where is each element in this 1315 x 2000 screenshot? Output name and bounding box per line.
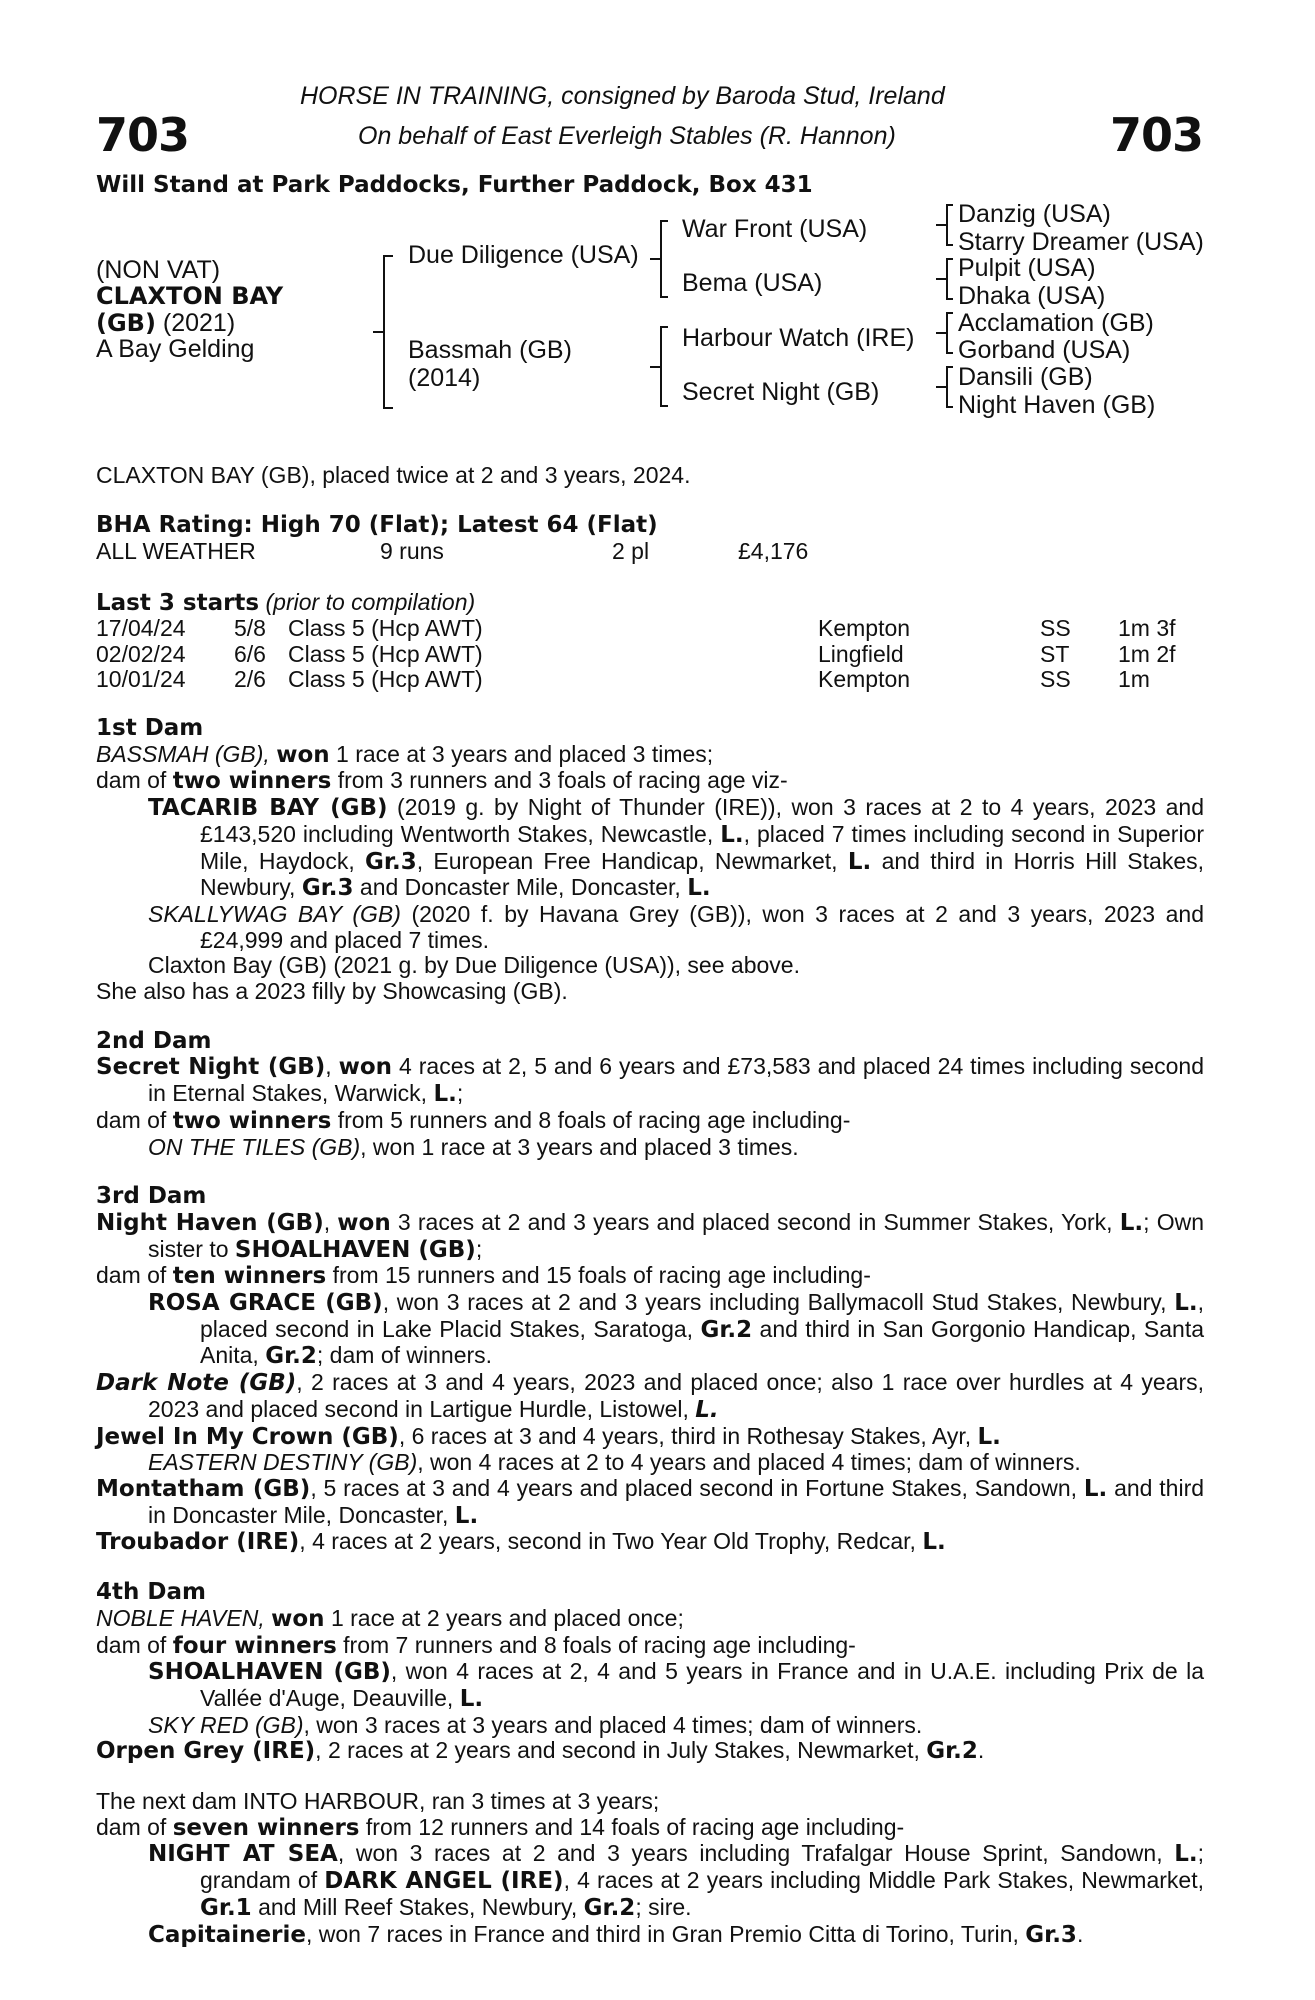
start-course: Kempton	[818, 666, 911, 693]
dam2-heading: 2nd Dam	[96, 1027, 212, 1054]
start-course: Lingfield	[818, 640, 904, 667]
next-dam-entry-capitainerie: Capitainerie, won 7 races in France and third in Gran Premio Citta di Torino, Turin, Gr.3.	[148, 1920, 1084, 1948]
rating-runs: 9 runs	[380, 538, 444, 564]
sds: Pulpit (USA)	[958, 254, 1096, 282]
start-dist: 1m 3f	[1118, 615, 1176, 641]
ss-brace	[946, 204, 953, 246]
consignor-line: HORSE IN TRAINING, consigned by Baroda Stud, Ireland	[300, 82, 945, 110]
dam3-grand-dark-note: Dark Note (GB), 2 races at 3 and 4 years, 2023 and placed once; also 1 race over hurdles at 4 years, 2023 and placed second in Lartigue Hurdle, Listowel, L.	[96, 1369, 1205, 1423]
start-going: SS	[1040, 615, 1071, 641]
dam-dam: Secret Night (GB)	[682, 378, 880, 406]
dam3-heading: 3rd Dam	[96, 1183, 207, 1210]
on-behalf-line: On behalf of East Everleigh Stables (R. Hannon)	[358, 122, 896, 150]
pedigree-brace	[383, 255, 393, 409]
dam3-line1: Night Haven (GB), won 3 races at 2 and 3 years and placed second in Summer Stakes, York, L.; Own sister to SHOALHAVEN (GB);	[96, 1208, 1205, 1263]
dam-history	[96, 716, 1204, 1948]
last-start-row	[96, 666, 1216, 692]
stand-location: Will Stand at Park Paddocks, Further Paddock, Box 431	[96, 172, 813, 198]
sire: Due Diligence (USA)	[408, 241, 639, 269]
sire-sire: War Front (USA)	[682, 215, 868, 243]
dam1-entry-skallywag: SKALLYWAG BAY (GB) (2020 f. by Havana Grey (GB)), won 3 races at 2 and 3 years, 2023 and £24,999 and placed 7 times.	[148, 900, 1204, 953]
next-dam-line1: The next dam INTO HARBOUR, ran 3 times at 3 years;	[96, 1788, 660, 1815]
dam-sire: Harbour Watch (IRE)	[682, 324, 915, 352]
rating-placed: 2 pl	[612, 538, 650, 564]
dd-brace	[946, 366, 953, 408]
rating-surface: ALL WEATHER	[96, 538, 256, 564]
dds: Dansili (GB)	[958, 363, 1093, 391]
start-class: Class 5 (Hcp AWT)	[288, 666, 483, 693]
start-dist: 1m 2f	[1118, 640, 1176, 667]
last-starts-heading: Last 3 starts (prior to compilation)	[96, 589, 476, 616]
dam1-note: She also has a 2023 filly by Showcasing (GB).	[96, 978, 568, 1005]
dam-year: (2014)	[408, 364, 481, 392]
ssd: Starry Dreamer (USA)	[958, 228, 1204, 256]
start-date: 17/04/24	[96, 615, 186, 641]
start-dist: 1m	[1118, 666, 1150, 693]
dam1-entry-claxton: Claxton Bay (GB) (2021 g. by Due Diligence (USA)), see above.	[148, 952, 800, 979]
dam1-heading: 1st Dam	[96, 715, 204, 741]
summary-line: CLAXTON BAY (GB), placed twice at 2 and 3 years, 2024.	[96, 462, 691, 488]
lot-number-left: 703	[96, 108, 190, 162]
dam2-line1: Secret Night (GB), won 4 races at 2, 5 and 6 years and £73,583 and placed 24 times including second in Eternal Stakes, Warwick, L.;	[96, 1053, 1204, 1108]
sire-dam: Bema (USA)	[682, 269, 823, 297]
start-date: 02/02/24	[96, 640, 186, 667]
dam1-line2: dam of two winners from 3 runners and 3 foals of racing age viz-	[96, 767, 788, 795]
dam3-grand-troubador: Troubador (IRE), 4 races at 2 years, second in Two Year Old Trophy, Redcar, L.	[96, 1528, 946, 1556]
dam4-grand-orpen: Orpen Grey (IRE), 2 races at 2 years and second in July Stakes, Newmarket, Gr.2.	[96, 1737, 985, 1765]
start-going: SS	[1040, 666, 1071, 693]
start-pos: 2/6	[234, 666, 266, 693]
dam3-entry-rosa: ROSA GRACE (GB), won 3 races at 2 and 3 years including Ballymacoll Stud Stakes, Newbury, L., placed second in Lake Placid Stakes, Saratoga, Gr.2 and third in San Gorgonio Handicap, Santa Anita, Gr.2; dam of winners.	[148, 1289, 1205, 1370]
dam3-entry-eastern: EASTERN DESTINY (GB), won 4 races at 2 to 4 years and placed 4 times; dam of winners.	[148, 1449, 1081, 1476]
start-course: Kempton	[818, 615, 911, 641]
dam4-line1: NOBLE HAVEN, won 1 race at 2 years and placed once;	[96, 1604, 684, 1632]
start-class: Class 5 (Hcp AWT)	[288, 640, 483, 667]
dam4-entry-sky-red: SKY RED (GB), won 3 races at 3 years and placed 4 times; dam of winners.	[148, 1711, 923, 1738]
dam3-line2: dam of ten winners from 15 runners and 15 foals of racing age including-	[96, 1262, 871, 1290]
dam4-entry-shoalhaven: SHOALHAVEN (GB), won 4 races at 2, 4 and 5 years in France and in U.A.E. including Prix de la Vallée d'Auge, Deauville, L.	[148, 1658, 1204, 1712]
sd-brace	[946, 258, 953, 300]
horse-name: CLAXTON BAY	[96, 282, 284, 310]
horse-description: A Bay Gelding	[96, 335, 255, 363]
start-pos: 5/8	[234, 615, 266, 641]
dam3-grand-montatham: Montatham (GB), 5 races at 3 and 4 years and placed second in Fortune Stakes, Sandown, L. and third in Doncaster Mile, Doncaster, L.	[96, 1474, 1205, 1529]
next-dam-entry-night-at-sea: NIGHT AT SEA, won 3 races at 2 and 3 years including Trafalgar House Sprint, Sandown, L.; grandam of DARK ANGEL (IRE), 4 races at 2 years including Middle Park Stakes, Newmarket, Gr.1 and Mill Reef Stakes, Newbury, Gr.2; sire.	[148, 1840, 1204, 1921]
dam2-entry-tiles: ON THE TILES (GB), won 1 race at 3 years and placed 3 times.	[148, 1133, 799, 1160]
dam4-line2: dam of four winners from 7 runners and 8 foals of racing age including-	[96, 1631, 856, 1659]
last-start-row	[96, 615, 1216, 641]
sss: Danzig (USA)	[958, 200, 1111, 228]
rating-earnings: £4,176	[738, 538, 809, 564]
last-start-row	[96, 641, 1216, 667]
start-date: 10/01/24	[96, 666, 186, 693]
sdd: Dhaka (USA)	[958, 282, 1106, 310]
ddd: Night Haven (GB)	[958, 391, 1156, 419]
dss: Acclamation (GB)	[958, 309, 1154, 337]
bha-rating-title: BHA Rating: High 70 (Flat); Latest 64 (Flat)	[96, 512, 658, 538]
next-dam-line2: dam of seven winners from 12 runners and 14 foals of racing age including-	[96, 1813, 905, 1841]
dam1-line1: BASSMAH (GB), won 1 race at 3 years and placed 3 times;	[96, 740, 714, 768]
lot-number-right: 703	[1109, 108, 1203, 162]
sire-brace	[660, 220, 668, 298]
start-going: ST	[1040, 640, 1070, 667]
dsd: Gorband (USA)	[958, 336, 1131, 364]
dam1-entry-tacarib: TACARIB BAY (GB) (2019 g. by Night of Thunder (IRE)), won 3 races at 2 to 4 years, 2023 and £143,520 including Wentworth Stakes, Newcastle, L., placed 7 times including second in Superior Mile, Haydock, Gr.3, European Free Handicap, Newmarket, L. and third in Horris Hill Stakes, Newbury, Gr.3 and Doncaster Mile, Doncaster, L.	[148, 794, 1205, 902]
vat-status: (NON VAT)	[96, 256, 221, 284]
start-class: Class 5 (Hcp AWT)	[288, 615, 483, 641]
dam4-heading: 4th Dam	[96, 1579, 206, 1606]
dam-brace	[660, 326, 668, 407]
horse-origin-year: (GB) (2021)	[96, 309, 236, 337]
last-starts-table	[96, 615, 1216, 692]
dam2-line2: dam of two winners from 5 runners and 8 foals of racing age including-	[96, 1106, 851, 1134]
dam3-grand-jewel: Jewel In My Crown (GB), 6 races at 3 and 4 years, third in Rothesay Stakes, Ayr, L.	[96, 1422, 1001, 1450]
dam: Bassmah (GB)	[408, 336, 572, 364]
start-pos: 6/6	[234, 640, 266, 667]
ds-brace	[946, 312, 953, 354]
